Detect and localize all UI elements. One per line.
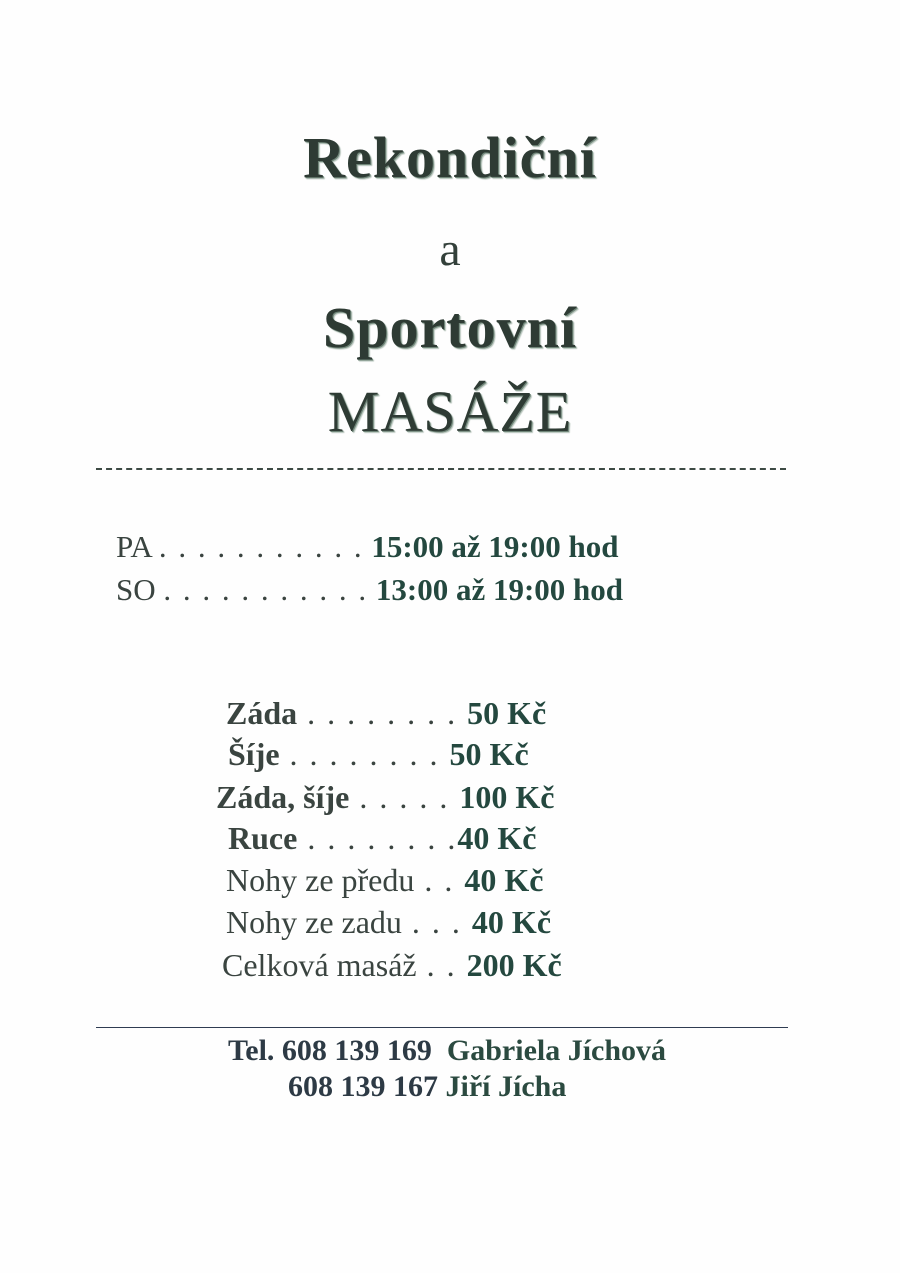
- dashed-divider: [96, 468, 786, 470]
- leader-dots: . . .: [401, 904, 472, 940]
- phone-number: 608 139 167: [288, 1070, 438, 1103]
- leader-dots: . .: [416, 947, 467, 983]
- leader-dots: . . . . . . . . . . .: [163, 572, 369, 607]
- service-name: Ruce: [228, 820, 298, 856]
- service-price: 40 Kč: [464, 862, 544, 898]
- contact-line: [288, 1070, 566, 1104]
- service-price: 200 Kč: [466, 947, 562, 983]
- service-name: Záda, šíje: [216, 779, 350, 815]
- service-name: Celková masáž: [222, 947, 417, 983]
- service-price: 50 Kč: [467, 695, 547, 731]
- leader-dots: . . . . . . . .: [279, 736, 450, 772]
- title-line-masaze: MASÁŽE: [327, 379, 573, 444]
- day-label: PA: [116, 529, 152, 564]
- contact-line: [228, 1034, 666, 1068]
- price-row: [226, 905, 551, 939]
- contact-person: Jiří Jícha: [445, 1070, 567, 1103]
- service-name: Nohy ze předu: [226, 862, 415, 898]
- service-price: 50 Kč: [449, 736, 529, 772]
- service-price: 40 Kč: [471, 904, 552, 940]
- service-name: Nohy ze zadu: [226, 904, 402, 940]
- price-row: [226, 696, 546, 730]
- opening-time: 15:00 až 19:00 hod: [371, 529, 619, 564]
- title-line-rekondicni: Rekondiční: [303, 125, 597, 190]
- leader-dots: . . . . .: [349, 779, 460, 815]
- opening-hours-row: [116, 530, 618, 564]
- title-line-a: a: [439, 223, 461, 276]
- price-row: [216, 780, 554, 814]
- contact-divider: [96, 1027, 788, 1028]
- service-price: 100 Kč: [459, 779, 555, 815]
- price-row: [222, 948, 562, 982]
- phone-label: Tel.: [228, 1034, 275, 1067]
- price-row: [226, 863, 543, 897]
- price-row: [228, 821, 536, 855]
- service-price: 40 Kč: [457, 820, 537, 856]
- day-label: SO: [116, 572, 156, 607]
- leader-dots: . .: [414, 862, 465, 898]
- leader-dots: . . . . . . . . . . .: [158, 529, 364, 564]
- title-line-sportovni: Sportovní: [323, 295, 577, 360]
- contact-person: Gabriela Jíchová: [446, 1034, 667, 1067]
- phone-number: 608 139 169: [281, 1034, 432, 1067]
- leader-dots: . . . . . . . .: [297, 695, 468, 731]
- service-name: Šíje: [228, 736, 280, 772]
- service-name: Záda: [226, 695, 298, 731]
- price-row: [228, 737, 529, 771]
- leader-dots: . . . . . . . .: [297, 820, 458, 856]
- opening-hours-row: [116, 573, 623, 607]
- opening-time: 13:00 až 19:00 hod: [375, 572, 624, 607]
